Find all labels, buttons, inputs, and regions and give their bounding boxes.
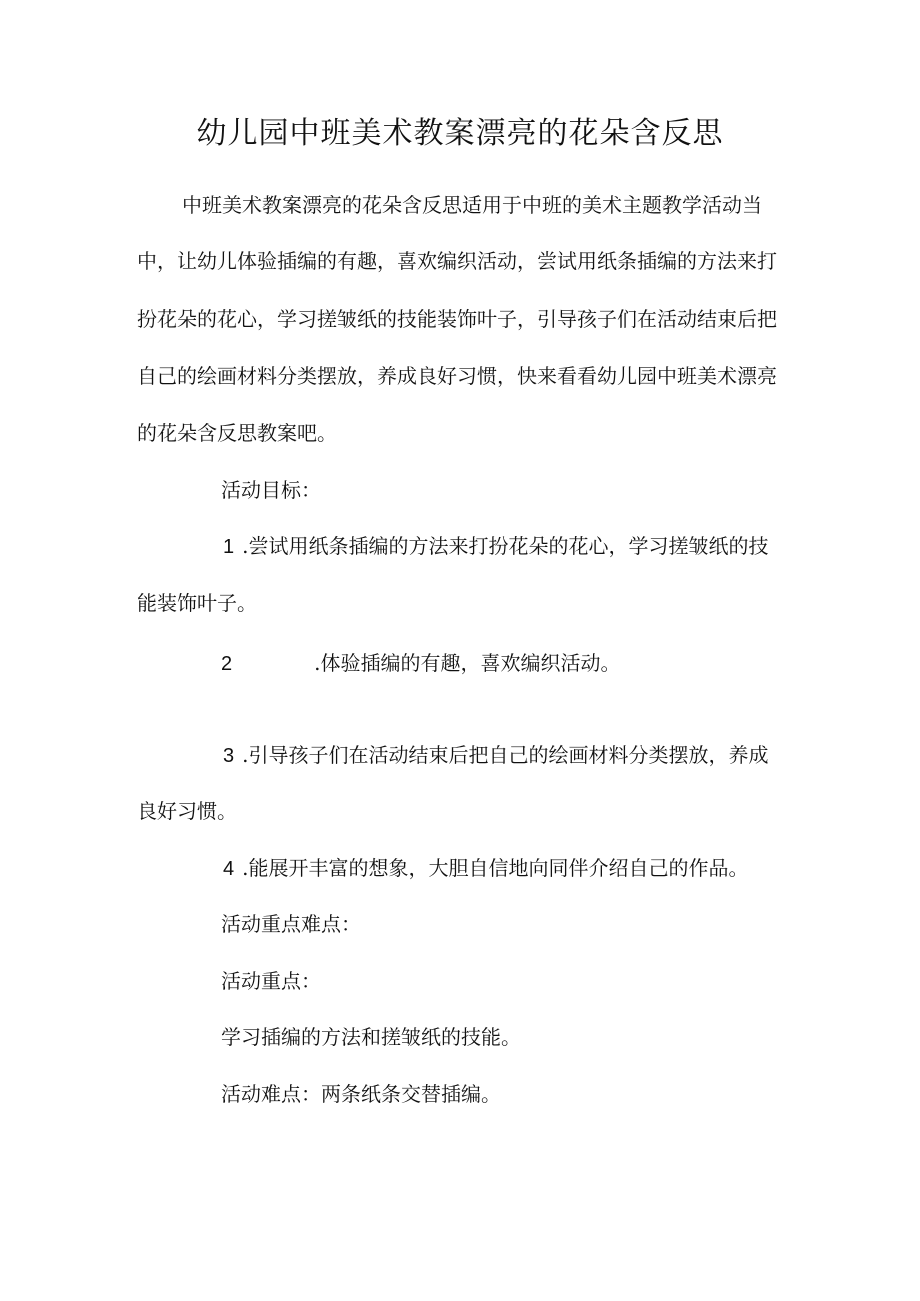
goal-number: 4 [223, 858, 235, 880]
goal-item-4 [223, 855, 748, 882]
key-point-label: 活动重点： [221, 969, 321, 993]
goal-text: .尝试用纸条插编的方法来打扮花朵的花心，学习搓皱纸的技 [242, 534, 769, 558]
intro-line: 自己的绘画材料分类摆放，养成良好习惯，快来看看幼儿园中班美术漂亮 [137, 364, 777, 388]
key-points-heading: 活动重点难点： [221, 912, 361, 936]
goal-text: .体验插编的有趣，喜欢编织活动。 [314, 651, 621, 675]
goal-item-3-continued: 良好习惯。 [137, 799, 237, 823]
goal-text: .能展开丰富的想象，大胆自信地向同伴介绍自己的作品。 [242, 856, 749, 880]
document-title: 幼儿园中班美术教案漂亮的花朵含反思 [196, 116, 724, 151]
intro-line: 的花朵含反思教案吧。 [137, 421, 337, 445]
goal-number: 1 [223, 536, 235, 558]
intro-line: 扮花朵的花心，学习搓皱纸的技能装饰叶子，引导孩子们在活动结束后把 [137, 307, 777, 331]
intro-line: 中班美术教案漂亮的花朵含反思适用于中班的美术主题教学活动当 [182, 193, 762, 217]
goal-text: .引导孩子们在活动结束后把自己的绘画材料分类摆放，养成 [242, 743, 769, 767]
goal-item-1 [223, 533, 768, 560]
difficulty-text: 活动难点：两条纸条交替插编。 [221, 1082, 501, 1106]
goal-number: 3 [223, 745, 235, 767]
intro-line: 中，让幼儿体验插编的有趣，喜欢编织活动，尝试用纸条插编的方法来打 [137, 249, 777, 273]
goal-number: 2 [221, 653, 233, 675]
goal-item-1-continued: 能装饰叶子。 [137, 591, 257, 615]
key-point-text: 学习插编的方法和搓皱纸的技能。 [221, 1025, 521, 1049]
goal-item-3 [223, 742, 768, 769]
goal-item-2 [221, 650, 620, 677]
goals-heading: 活动目标： [221, 478, 321, 502]
